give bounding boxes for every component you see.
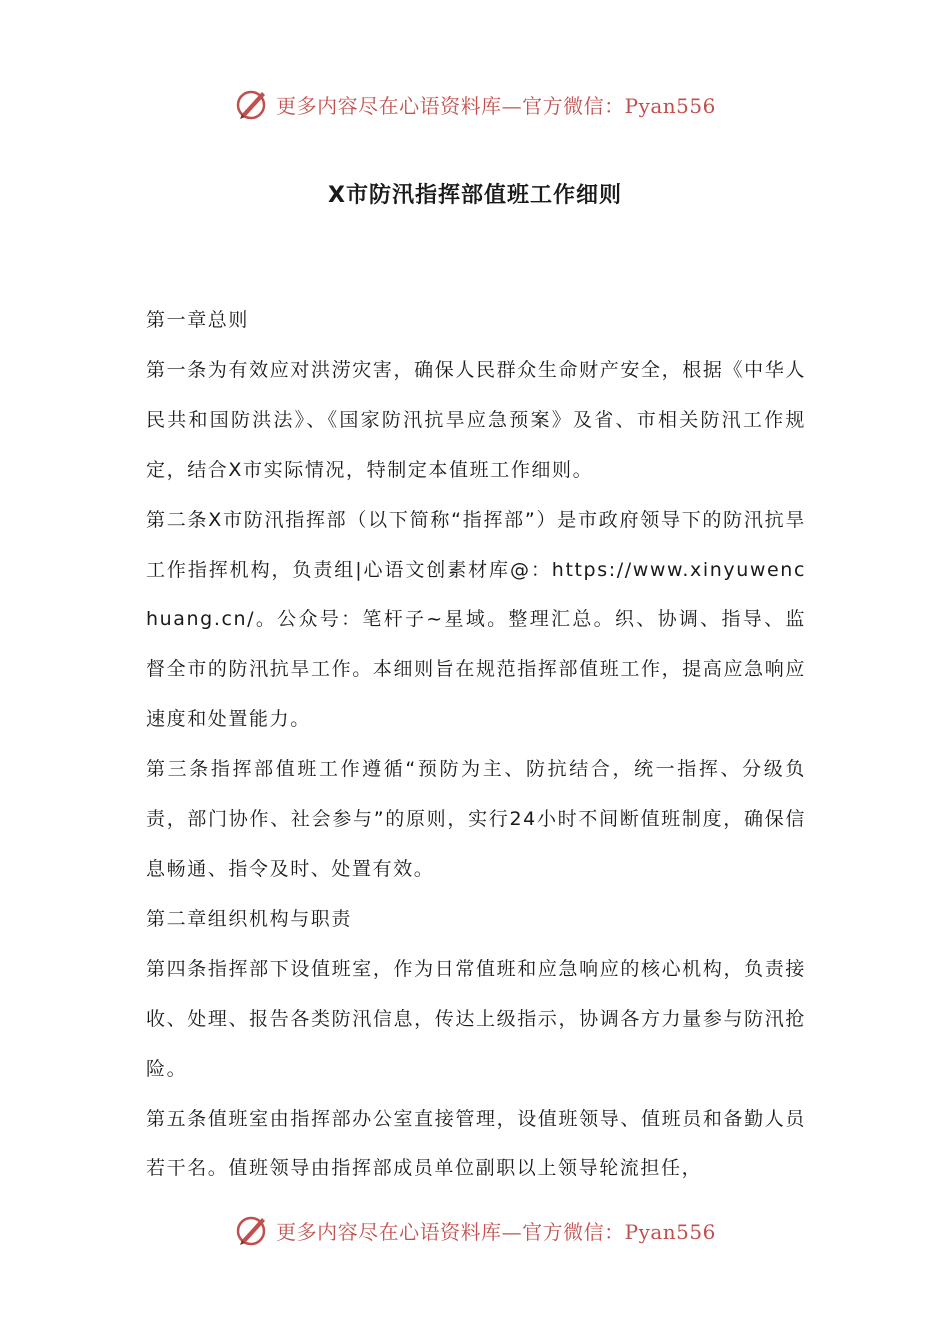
footer-banner — [0, 1210, 950, 1250]
header-banner — [0, 84, 950, 124]
footer-banner-text: 更多内容尽在心语资料库—官方微信：Pyan556 — [276, 1219, 716, 1244]
article-paragraph: 第四条指挥部下设值班室，作为日常值班和应急响应的核心机构，负责接收、处理、报告各类防汛信息，传达上级指示，协调各方力量参与防汛抢险。 — [146, 957, 806, 1080]
chapter-heading: 第二章组织机构与职责 — [146, 907, 353, 930]
article-paragraph: 第二条X市防汛指挥部（以下简称“指挥部”）是市政府领导下的防汛抗旱工作指挥机构，负责组|心语文创素材库@：https://www.xinyuwenchuang.cn/。公众号：笔杆子~星域。整理汇总。织、协调、指导、监督全市的防汛抗旱工作。本细则旨在规范指挥部值班工作，提高应急响应速度和处置能力。 — [146, 508, 806, 731]
article-paragraph: 第三条指挥部值班工作遵循“预防为主、防抗结合，统一指挥、分级负责，部门协作、社会参与”的原则，实行24小时不间断值班制度，确保信息畅通、指令及时、处置有效。 — [146, 758, 806, 880]
article-paragraph: 第五条值班室由指挥部办公室直接管理，设值班领导、值班员和备勤人员若干名。值班领导由指挥部成员单位副职以上领导轮流担任， — [146, 1107, 806, 1180]
document-body — [146, 296, 806, 1194]
document-title: X市防汛指挥部值班工作细则 — [328, 183, 622, 208]
header-banner-text: 更多内容尽在心语资料库—官方微信：Pyan556 — [276, 93, 716, 118]
article-paragraph: 第一条为有效应对洪涝灾害，确保人民群众生命财产安全，根据《中华人民共和国防洪法》、《国家防汛抗旱应急预案》及省、市相关防汛工作规定，结合X市实际情况，特制定本值班工作细则。 — [146, 358, 806, 481]
pen-logo-icon — [234, 1212, 270, 1248]
chapter-heading: 第一章总则 — [146, 309, 250, 331]
pen-logo-icon — [234, 86, 270, 122]
